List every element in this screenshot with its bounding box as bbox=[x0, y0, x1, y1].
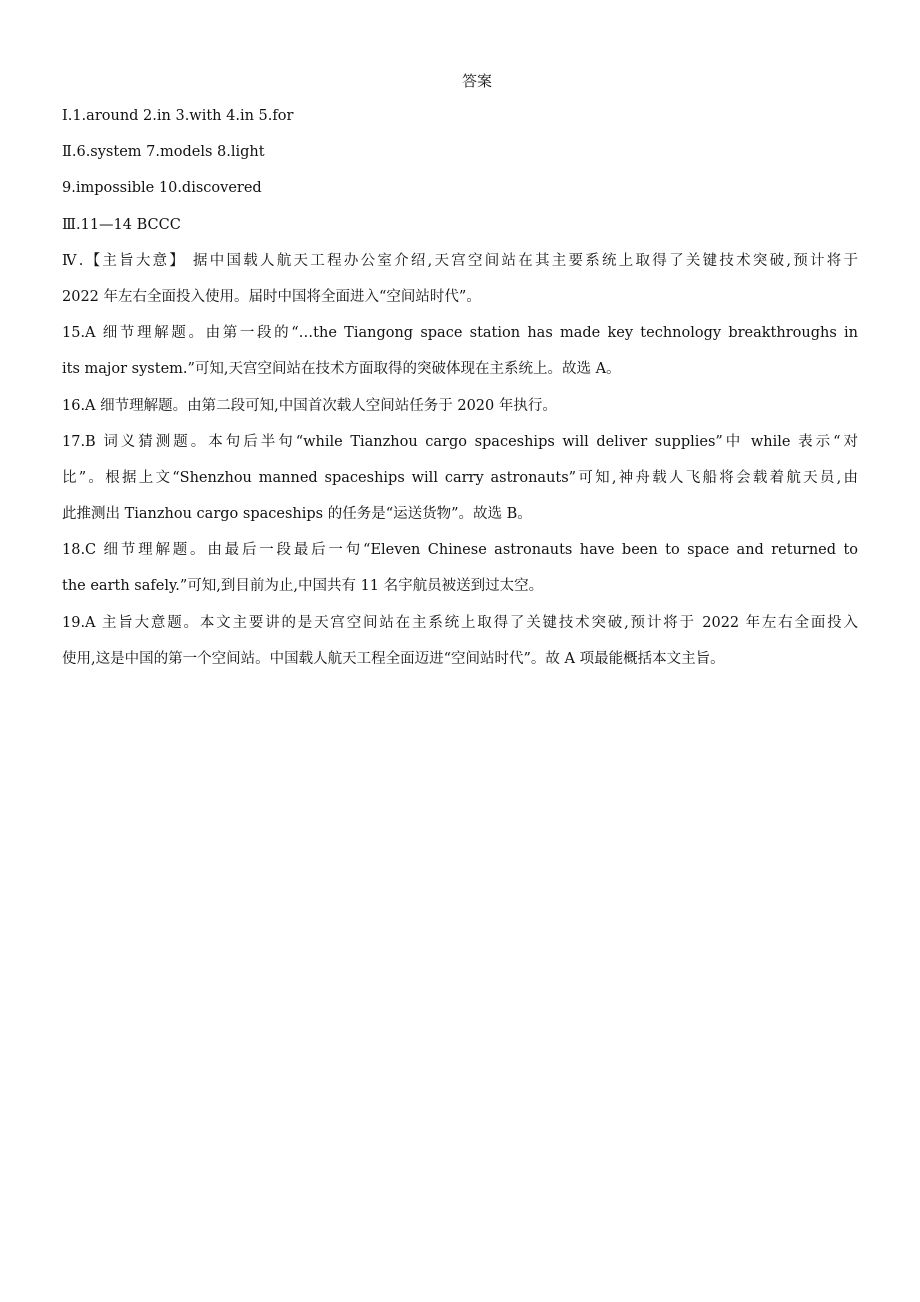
answer-body bbox=[62, 105, 858, 684]
answer-line: Ⅲ.11—14 BCCC bbox=[62, 216, 181, 233]
answer-line: Ⅰ.1.around 2.in 3.with 4.in 5.for bbox=[62, 108, 294, 124]
answer-line: 19.A 主旨大意题。本文主要讲的是天宫空间站在主系统上取得了关键技术突破,预计将于 2022 年左右全面投入 bbox=[62, 614, 858, 631]
page-title: 答案 bbox=[461, 72, 492, 90]
answer-line: its major system.”可知,天宫空间站在技术方面取得的突破体现在主系统上。故选 A。 bbox=[62, 361, 621, 378]
answer-line: 16.A 细节理解题。由第二段可知,中国首次载人空间站任务于 2020 年执行。 bbox=[62, 397, 557, 414]
answer-line: Ⅱ.6.system 7.models 8.light bbox=[62, 144, 265, 161]
answer-line: Ⅳ.【主旨大意】 据中国载人航天工程办公室介绍,天宫空间站在其主要系统上取得了关键技术突破,预计将于 bbox=[62, 252, 858, 269]
answer-line: 比”。根据上文“Shenzhou manned spaceships will carry astronauts”可知,神舟载人飞船将会载着航天员,由 bbox=[62, 469, 858, 486]
answer-line: 9.impossible 10.discovered bbox=[62, 180, 262, 197]
answer-line: 15.A 细节理解题。由第一段的“…the Tiangong space station has made key technology breakthroughs in bbox=[62, 325, 858, 342]
answer-line: 2022 年左右全面投入使用。届时中国将全面进入“空间站时代”。 bbox=[62, 288, 481, 305]
answer-line: the earth safely.”可知,到目前为止,中国共有 11 名宇航员被送到过太空。 bbox=[62, 578, 544, 595]
answer-line: 17.B 词义猜测题。本句后半句“while Tianzhou cargo spaceships will deliver supplies”中 while 表示“对 bbox=[62, 433, 858, 450]
answer-line: 18.C 细节理解题。由最后一段最后一句“Eleven Chinese astronauts have been to space and returned to bbox=[62, 542, 858, 559]
answer-line: 使用,这是中国的第一个空间站。中国载人航天工程全面迈进“空间站时代”。故 A 项最能概括本文主旨。 bbox=[62, 650, 725, 667]
answer-line: 此推测出 Tianzhou cargo spaceships 的任务是“运送货物”。故选 B。 bbox=[62, 506, 532, 523]
